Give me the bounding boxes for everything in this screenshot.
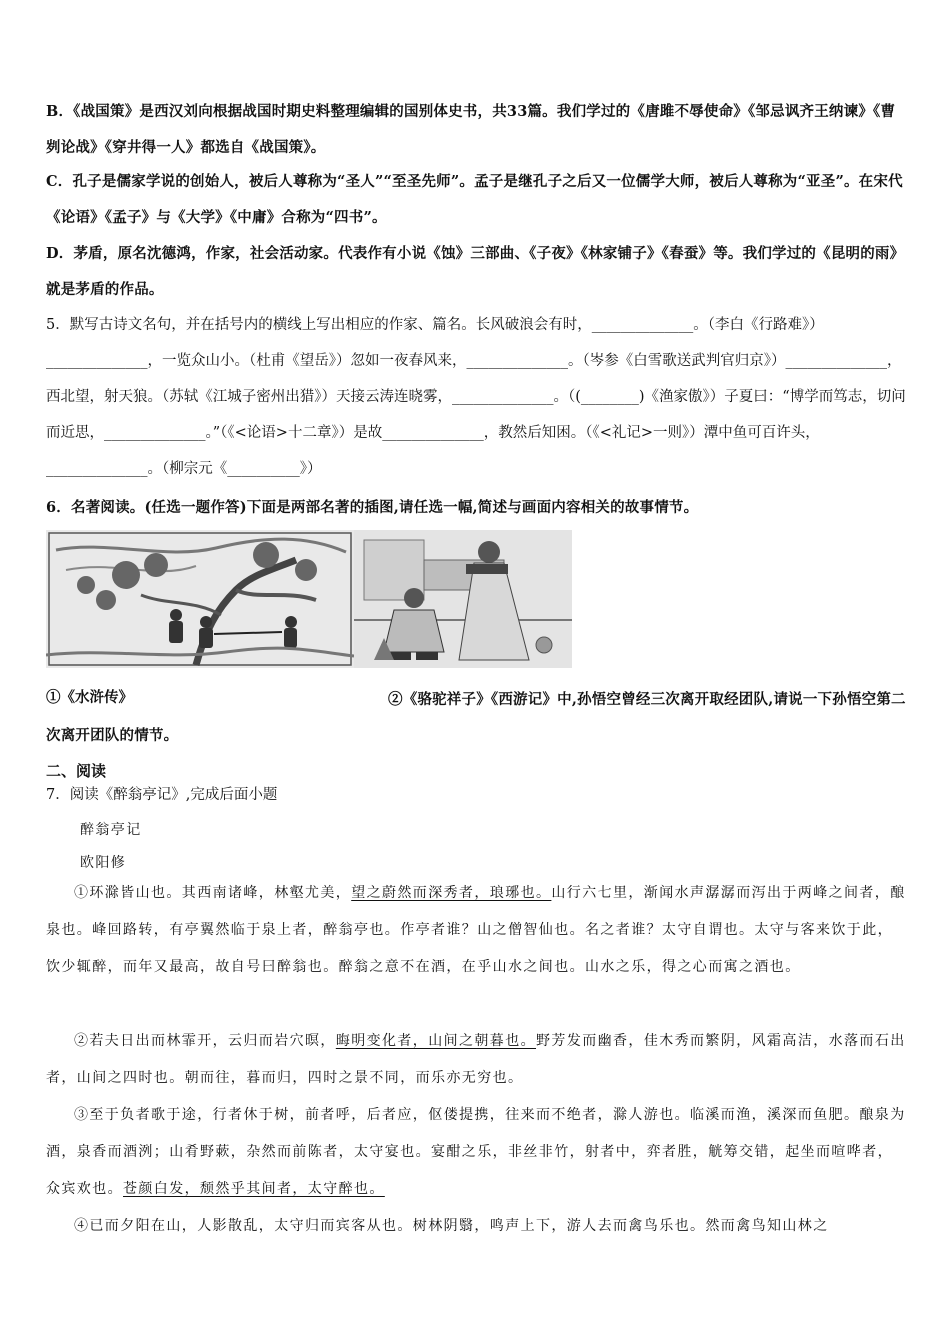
option-b: B．《战国策》是西汉刘向根据战国时期史料整理编辑的国别体史书，共33篇。我们学过的《唐雎不辱使命》《邹忌讽齐王纳谏》《曹刿论战》《穿井得一人》都选自《战国策》。: [46, 103, 896, 156]
essay-paragraph-1: [46, 875, 908, 986]
p1-text-b: 山行六七里，渐闻水声潺潺而泻出于两峰之间者，酿泉也。峰回路转，有亭翼然临于泉上者，醉翁亭也。作亭者谁？山之僧智仙也。名之者谁？太守自谓也。太守与客来饮于此，饮少辄醉，而年又最高，故自号曰醉翁也。醉翁之意不在酒，在乎山水之间也。山水之乐，得之心而寓之酒也。: [46, 885, 906, 975]
camel-xiangzi-drawing: [354, 530, 572, 668]
question-5: 5．默写古诗文名句，并在括号内的横线上写出相应的作家、篇名。长风破浪会有时，______________。（李白《行路难》）______________，一览众山小。（杜甫《望岳》）忽如一夜春风来，______________。（岑参《白雪歌送武判官归京》）______________，西北望，射天狼。（苏轼《江城子密州出猎》）天接云涛连晓雾，______________。（(________)《渔家傲》）子夏曰：“博学而笃志，切问而近思，______________。”（《<论语>十二章》）是故______________，教然后知困。（《<礼记>一则》）潭中鱼可百许头，______________。（柳宗元《__________》）: [46, 317, 906, 477]
essay-author: 欧阳修: [80, 855, 127, 871]
question-6: 6．名著阅读。(任选一题作答)下面是两部名著的插图,请任选一幅,简述与画面内容相关的故事情节。: [46, 499, 699, 516]
essay-paragraph-3: [46, 1097, 908, 1208]
essay-paragraph-2: [46, 1023, 908, 1097]
caption-journey-west: ②《骆驼祥子》《西游记》中,孙悟空曾经三次离开取经团队,请说一下孙悟空第二次离开团队的情节。: [46, 691, 906, 744]
p1-underlined: 望之蔚然而深秀者，琅琊也。: [351, 885, 552, 901]
question-7-prompt: 7．阅读《醉翁亭记》,完成后面小题: [46, 787, 278, 803]
p2-text-b: 野芳发而幽香，佳木秀而繁阴，风霜高洁，水落而石出者，山间之四时也。朝而往，暮而归，四时之景不同，而乐亦无穷也。: [46, 1033, 906, 1086]
section-title: 二、阅读: [46, 762, 107, 780]
p3-underlined: 苍颜白发，颓然乎其间者，太守醉也。: [123, 1181, 385, 1197]
p2-text-a: ②若夫日出而林霏开，云归而岩穴暝，: [74, 1033, 336, 1049]
option-d: D．茅盾，原名沈德鸿，作家，社会活动家。代表作有小说《蚀》三部曲、《子夜》《林家铺子》《春蚕》等。我们学过的《昆明的雨》就是茅盾的作品。: [46, 245, 905, 298]
camel-xiangzi-illustration: [354, 530, 572, 668]
water-margin-drawing: [46, 530, 354, 668]
p3-text-a: ③至于负者歌于途，行者休于树，前者呼，后者应，伛偻提携，往来而不绝者，滁人游也。临溪而渔，溪深而鱼肥。酿泉为酒，泉香而酒洌；山肴野蔌，杂然而前陈者，太守宴也。宴酣之乐，非丝非竹，射者中，弈者胜，觥筹交错，起坐而喧哗者，众宾欢也。: [46, 1107, 906, 1197]
p2-underlined: 晦明变化者，山间之朝暮也。: [335, 1033, 537, 1049]
p1-text-a: ①环滁皆山也。其西南诸峰，林壑尤美，: [74, 885, 352, 901]
essay-title: 醉翁亭记: [80, 822, 142, 838]
option-c: C．孔子是儒家学说的创始人，被后人尊称为“圣人”“至圣先师”。孟子是继孔子之后又一位儒学大师，被后人尊称为“亚圣”。在宋代《论语》《孟子》与《大学》《中庸》合称为“四书”。: [46, 173, 903, 226]
water-margin-illustration: [46, 530, 354, 668]
caption-water-margin: ①《水浒传》: [46, 689, 133, 706]
essay-paragraph-4: ④已而夕阳在山，人影散乱，太守归而宾客从也。树林阴翳，鸣声上下，游人去而禽鸟乐也。然而禽鸟知山林之: [74, 1218, 829, 1234]
